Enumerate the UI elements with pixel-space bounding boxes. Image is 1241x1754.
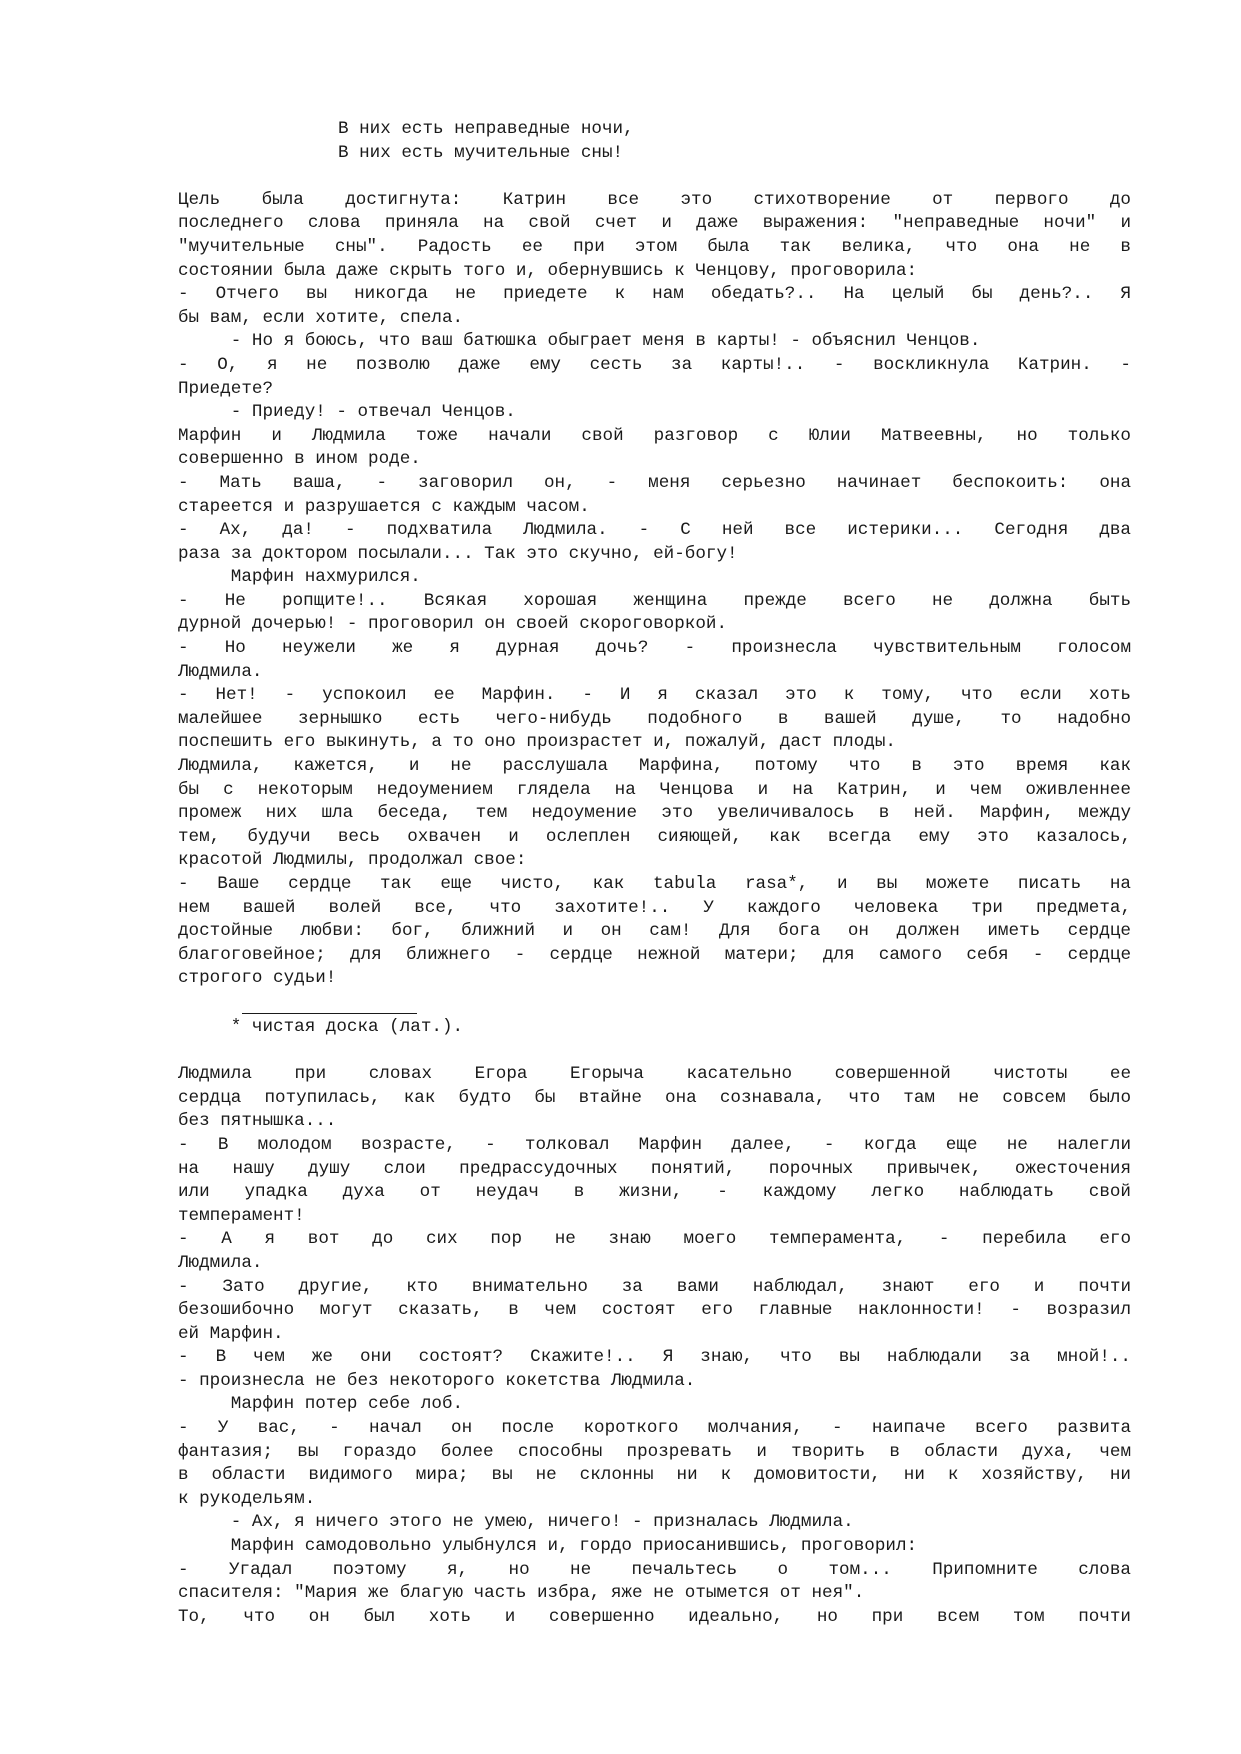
text-line: - Но я боюсь, что ваш батюшка обыграет меня в карты! - объяснил Ченцов. bbox=[178, 331, 981, 352]
text-line: сердца потупилась, как будто бы втайне она сознавала, что там не совсем было bbox=[178, 1087, 1131, 1108]
text-line: То, что он был хоть и совершенно идеально, но при всем том почти bbox=[178, 1606, 1131, 1627]
text-line: последнего слова приняла на свой счет и даже выражения: "неправедные ночи" и bbox=[178, 213, 1131, 234]
poem-line: В них есть неправедные ночи, bbox=[338, 119, 634, 139]
text-line: безошибочно могут сказать, в чем состоят его главные наклонности! - возразил bbox=[178, 1300, 1131, 1321]
blank-line bbox=[178, 165, 1131, 189]
text-line: дурной дочерью! - проговорил он своей скороговоркой. bbox=[178, 614, 728, 635]
text-line: нем вашей волей все, что захотите!.. У каждого человека три предмета, bbox=[178, 897, 1131, 918]
text-line: Приедете? bbox=[178, 378, 274, 399]
text-line: - Угадал поэтому я, но не печальтесь о том... Припомните слова bbox=[178, 1559, 1131, 1580]
text-line: - Не ропщите!.. Всякая хорошая женщина прежде всего не должна быть bbox=[178, 590, 1131, 611]
text-line: спасителя: "Мария же благую часть избра, яже не отымется от нея". bbox=[178, 1583, 865, 1604]
text-line: - Ах, я ничего этого не умею, ничего! - призналась Людмила. bbox=[178, 1512, 854, 1533]
text-line: благоговейное; для ближнего - сердце нежной матери; для самого себя - сердце bbox=[178, 944, 1131, 965]
text-line: - Но неужели же я дурная дочь? - произнесла чувствительным голосом bbox=[178, 638, 1131, 659]
poem-stanza bbox=[178, 118, 1131, 165]
text-line: Марфин потер себе лоб. bbox=[178, 1394, 464, 1415]
text-line: - произнесла не без некоторого кокетства Людмила. bbox=[178, 1370, 696, 1391]
text-line: тем, будучи весь охвачен и ослеплен сияющей, как всегда ему это казалось, bbox=[178, 826, 1131, 847]
text-line: - Ваше сердце так еще чисто, как tabula rasa*, и вы можете писать на bbox=[178, 874, 1131, 894]
text-line: совершенно в ином роде. bbox=[178, 449, 421, 470]
text-line: стареется и разрушается с каждым часом. bbox=[178, 496, 590, 517]
text-line: - Зато другие, кто внимательно за вами наблюдал, знают его и почти bbox=[178, 1276, 1131, 1297]
text-line: Марфин нахмурился. bbox=[178, 567, 421, 588]
text-line: бы вам, если хотите, спела. bbox=[178, 307, 464, 328]
text-line: на нашу душу слои предрассудочных понятий, порочных привычек, ожесточения bbox=[178, 1158, 1131, 1179]
text-line: - Приеду! - отвечал Ченцов. bbox=[178, 402, 516, 423]
text-line: - Нет! - успокоил ее Марфин. - И я сказал это к тому, что если хоть bbox=[178, 685, 1131, 706]
text-line: красотой Людмилы, продолжал свое: bbox=[178, 850, 527, 871]
text-line: - Ах, да! - подхватила Людмила. - С ней все истерики... Сегодня два bbox=[178, 520, 1131, 541]
text-line: - Мать ваша, - заговорил он, - меня серьезно начинает беспокоить: она bbox=[178, 472, 1131, 493]
footnote-text: * чистая доска (лат.). bbox=[178, 1016, 464, 1037]
text-line: бы с некоторым недоумением глядела на Ченцова и на Катрин, и чем оживленнее bbox=[178, 779, 1131, 800]
text-line: к рукодельям. bbox=[178, 1488, 316, 1509]
text-line: Марфин и Людмила тоже начали свой разговор с Юлии Матвеевны, но только bbox=[178, 425, 1131, 446]
text-line: без пятнышка... bbox=[178, 1111, 337, 1132]
document-page bbox=[178, 118, 1131, 1629]
text-line: или упадка духа от неудач в жизни, - каждому легко наблюдать свой bbox=[178, 1182, 1131, 1203]
text-line: Марфин самодовольно улыбнулся и, гордо приосанившись, проговорил: bbox=[178, 1536, 918, 1557]
text-line: в области видимого мира; вы не склонны ни к домовитости, ни к хозяйству, ни bbox=[178, 1465, 1131, 1486]
text-line: Людмила при словах Егора Егорыча касательно совершенной чистоты ее bbox=[178, 1064, 1131, 1085]
footnote-rule bbox=[242, 991, 417, 1014]
text-line: фантазия; вы гораздо более способны прозревать и творить в области духа, чем bbox=[178, 1441, 1131, 1462]
text-line: - У вас, - начал он после короткого молчания, - наипаче всего развита bbox=[178, 1418, 1131, 1439]
text-line: - В чем же они состоят? Скажите!.. Я знаю, что вы наблюдали за мной!.. bbox=[178, 1347, 1131, 1368]
text-line: промеж них шла беседа, тем недоумение это увеличивалось в ней. Марфин, между bbox=[178, 803, 1131, 824]
poem-line: В них есть мучительные сны! bbox=[338, 142, 624, 163]
text-line: темперамент! bbox=[178, 1205, 305, 1226]
text-line: состоянии была даже скрыть того и, обернувшись к Ченцову, проговорила: bbox=[178, 260, 918, 281]
text-line: строгого судьи! bbox=[178, 968, 337, 989]
text-line: - Отчего вы никогда не приедете к нам обедать?.. На целый бы день?.. Я bbox=[178, 284, 1131, 305]
text-line: "мучительные сны". Радость ее при этом была так велика, что она не в bbox=[178, 236, 1131, 257]
text-line: ей Марфин. bbox=[178, 1323, 284, 1344]
text-line: - В молодом возрасте, - толковал Марфин далее, - когда еще не налегли bbox=[178, 1134, 1131, 1155]
text-line: Людмила, кажется, и не расслушала Марфина, потому что в это время как bbox=[178, 756, 1131, 777]
blank-line bbox=[178, 1040, 1131, 1064]
text-line: Людмила. bbox=[178, 1252, 263, 1273]
text-line: раза за доктором посылали... Так это скучно, ей-богу! bbox=[178, 543, 738, 564]
text-block-1 bbox=[178, 189, 1131, 991]
text-line: - А я вот до сих пор не знаю моего темперамента, - перебила его bbox=[178, 1229, 1131, 1250]
text-block-2 bbox=[178, 1063, 1131, 1629]
text-line: - О, я не позволю даже ему сесть за карты!.. - воскликнула Катрин. - bbox=[178, 354, 1131, 375]
text-line: поспешить его выкинуть, а то оно произрастет и, пожалуй, даст плоды. bbox=[178, 732, 896, 753]
text-line: Людмила. bbox=[178, 661, 263, 682]
text-line: малейшее зернышко есть чего-нибудь подобного в вашей душе, то надобно bbox=[178, 708, 1131, 729]
text-line: достойные любви: бог, ближний и он сам! Для бога он должен иметь сердце bbox=[178, 921, 1131, 942]
text-line: Цель была достигнута: Катрин все это стихотворение от первого до bbox=[178, 189, 1131, 210]
